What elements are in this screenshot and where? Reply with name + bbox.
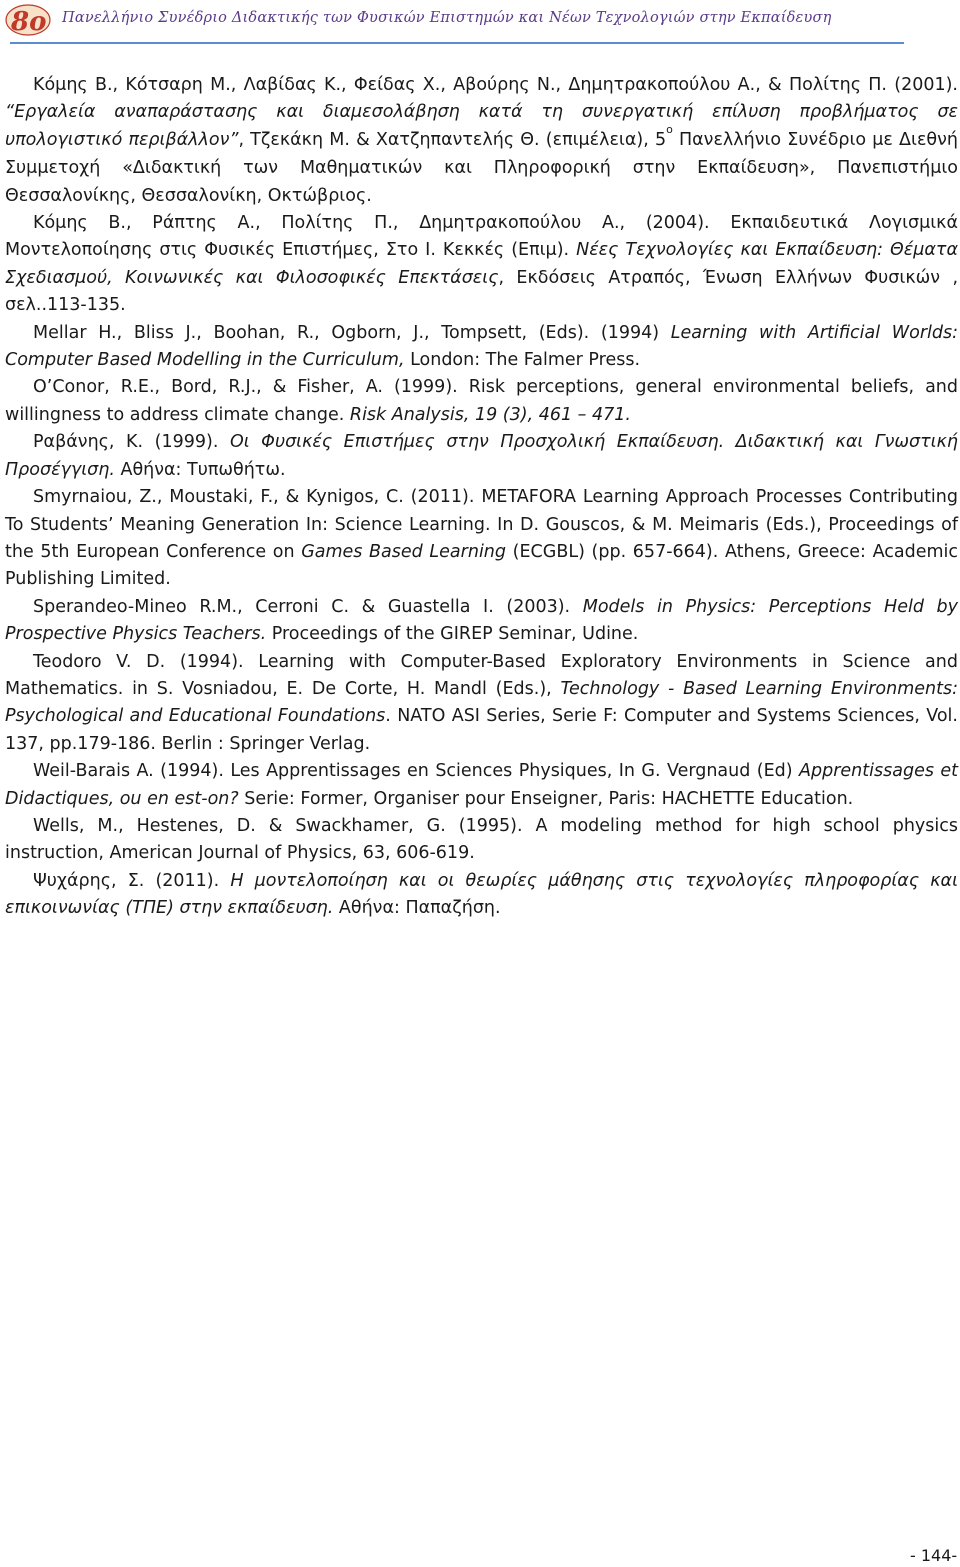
reference-entry: O’Conor, R.E., Bord, R.J., & Fisher, A. (1999). Risk perceptions, general environmental beliefs, and willingness to address climate change. Risk Analysis, 19 (3), 461 – 471. [5, 377, 958, 425]
reference-entry: Teodoro V. D. (1994). Learning with Computer-Based Exploratory Environments in Science and Mathematics. in S. Vosniadou, E. De Corte, H. Mandl (Eds.), Technology - Based Learning Environments: Psychological and Educational Foundations. NATO ASI Series, Serie F: Computer and Systems Sciences, Vol. 137, pp.179-186. Berlin : Springer Verlag. [5, 651, 958, 754]
reference-entry: Smyrnaiou, Z., Moustaki, F., & Kynigos, C. (2011). METAFORA Learning Approach Processes Contributing To Students’ Meaning Generation In: Science Learning. In D. Gouscos, & M. Meimaris (Eds.), Proceedings of the 5th European Conference on Games Based Learning (ECGBL) (pp. 657-664). Athens, Greece: Academic Publishing Limited. [5, 487, 959, 590]
reference-list [5, 72, 958, 923]
reference-entry: Wells, M., Hestenes, D. & Swackhamer, G. (1995). A modeling method for high school physics instruction, American Journal of Physics, 63, 606-619. [5, 815, 958, 864]
reference-entry: Κόμης Β., Ράπτης Α., Πολίτης Π., Δημητρακοπούλου Α., (2004). Εκπαιδευτικά Λογισμικά Μοντελοποίησης στις Φυσικές Επιστήμες, Στο Ι. Κεκκές (Επιμ). Νέες Τεχνολογίες και Εκπαίδευση: Θέματα Σχεδιασμού, Κοινωνικές και Φιλοσοφικές Επεκτάσεις, Εκδόσεις Ατραπός, Ένωση Ελλήνων Φυσικών , σελ..113-135. [5, 213, 959, 316]
conference-logo [4, 2, 56, 38]
reference-entry: Weil-Barais A. (1994). Les Apprentissages en Sciences Physiques, In G. Vergnaud (Ed) Apprentissages et Didactiques, ou en est-on? Serie: Former, Organiser pour Enseigner, Paris: HACHETTE Education. [5, 761, 958, 809]
reference-entry: Mellar H., Bliss J., Boohan, R., Ogborn, J., Tompsett, (Eds). (1994) Learning with Artificial Worlds: Computer Based Modelling in the Curriculum, London: The Falmer Press. [5, 322, 959, 371]
reference-entry: Sperandeo-Mineo R.M., Cerroni C. & Guastella I. (2003). Models in Physics: Perceptions Held by Prospective Physics Teachers. Proceedings of the GIREP Seminar, Udine. [5, 596, 958, 645]
page-header [0, 0, 960, 46]
page-number: - 144- [910, 1546, 958, 1565]
running-header-title: Πανελλήνιο Συνέδριο Διδακτικής των Φυσικών Επιστημών και Νέων Τεχνολογιών στην Εκπαίδευση [62, 10, 832, 26]
header-divider [10, 42, 904, 44]
reference-entry: Ραβάνης, Κ. (1999). Οι Φυσικές Επιστήμες στην Προσχολική Εκπαίδευση. Διδακτική και Γνωστική Προσέγγιση. Αθήνα: Τυπωθήτω. [5, 432, 958, 480]
logo-text: 8ο [11, 7, 47, 37]
reference-entry: Ψυχάρης, Σ. (2011). Η μοντελοποίηση και οι θεωρίες μάθησης στις τεχνολογίες πληροφορίας και επικοινωνίας (ΤΠΕ) στην εκπαίδευση. Αθήνα: Παπαζήση. [5, 870, 958, 919]
reference-entry: Κόμης Β., Κότσαρη Μ., Λαβίδας Κ., Φείδας Χ., Αβούρης Ν., Δημητρακοπούλου Α., & Πολίτης Π. (2001). “Εργαλεία αναπαράστασης και διαμεσολάβηση κατά τη συνεργατική επίλυση προβλήματος σε υπολογιστικό περιβάλλον”, Τζεκάκη Μ. & Χατζηπαντελής Θ. (επιμέλεια), $5^o$ Πανελλήνιο Συνέδριο με Διεθνή Συμμετοχή «Διδακτική των Μαθηματικών και Πληροφορική στην Εκπαίδευση», Πανεπιστήμιο Θεσσαλονίκης, Θεσσαλονίκη, Οκτώβριος. [5, 75, 958, 206]
